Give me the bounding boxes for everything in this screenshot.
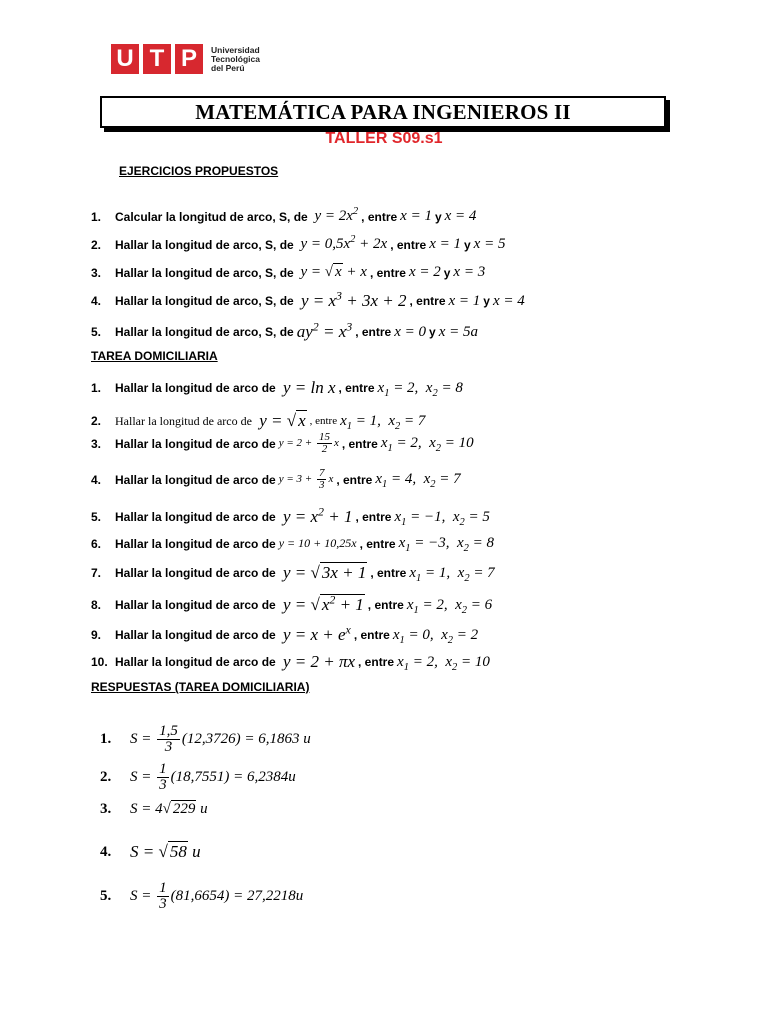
item-number: 4. xyxy=(100,843,112,860)
tarea-row-4 xyxy=(91,468,464,491)
respuesta-row-1 xyxy=(100,724,311,755)
range-values: $x_1 = -3$, $x_2 = 8$ xyxy=(398,535,495,554)
ejercicio-row-2 xyxy=(91,236,508,253)
tarea-row-10 xyxy=(91,652,493,672)
section-ejercicios-heading: EJERCICIOS PROPUESTOS xyxy=(119,164,279,178)
bound-a: x = 1 xyxy=(448,292,481,309)
tarea-row-5 xyxy=(91,504,493,528)
item-text-y: y xyxy=(434,209,442,224)
item-text-entre: , entre xyxy=(338,381,375,395)
item-number: 5. xyxy=(100,888,112,904)
respuesta-row-3 xyxy=(100,801,208,818)
item-text: Hallar la longitud de arco de xyxy=(115,536,276,551)
tarea-row-7 xyxy=(91,563,498,583)
logo-text xyxy=(211,46,260,73)
item-text: Hallar la longitud de arco de xyxy=(115,566,276,580)
bound-a: x = 2 xyxy=(408,264,441,280)
bound-b: x = 4 xyxy=(492,292,525,309)
bound-b: x = 5 xyxy=(473,236,506,252)
item-number: 2. xyxy=(91,237,102,252)
item-text: Hallar la longitud de arco de xyxy=(115,628,276,642)
logo-line-2: Tecnológica xyxy=(211,53,260,64)
logo-line-1: Universidad xyxy=(211,44,260,55)
function-formula: y = 2 + πx xyxy=(278,652,356,671)
item-text: Hallar la longitud de arco de xyxy=(115,598,276,612)
item-text-y: y xyxy=(429,325,436,339)
section-tarea-heading: TAREA DOMICILIARIA xyxy=(91,349,218,363)
bound-b: x = 4 xyxy=(444,208,477,224)
item-text: Hallar la longitud de arco, S, de xyxy=(115,294,294,308)
bound-a: x = 0 xyxy=(394,323,426,340)
item-text-entre: , entre xyxy=(370,566,407,580)
item-text: Hallar la longitud de arco, S, de xyxy=(115,265,294,280)
tarea-row-8 xyxy=(91,592,495,616)
function-formula: $ay^2 = x^3$ xyxy=(296,319,353,341)
bound-b: x = 3 xyxy=(453,264,486,280)
item-text: Hallar la longitud de arco, S, de xyxy=(115,237,294,252)
logo-letter-u: U xyxy=(111,44,139,74)
answer-formula: S = $\frac{1,5}{3}$ (12,3726) = 6,1863 u xyxy=(130,723,311,755)
item-number: 1. xyxy=(100,731,112,747)
answer-formula: S = 4√ 229 u xyxy=(130,801,208,817)
item-text: Calcular la longitud de arco, S, de xyxy=(115,209,308,224)
page-title: MATEMÁTICA PARA INGENIEROS II xyxy=(195,99,571,124)
ejercicio-row-1 xyxy=(91,208,479,225)
range-values: $x_1 = 1$, $x_2 = 7$ xyxy=(409,564,495,584)
function-formula: y = ln x xyxy=(278,378,336,397)
ejercicio-row-3 xyxy=(91,264,488,281)
function-formula: $y = 2x^2$ xyxy=(310,206,359,224)
item-text-entre: , entre xyxy=(361,209,398,224)
item-text-y: y xyxy=(463,237,471,252)
item-text-entre: , entre xyxy=(390,237,427,252)
item-text-entre: , entre xyxy=(355,510,392,524)
item-text-entre: , entre xyxy=(355,325,392,339)
tarea-row-6 xyxy=(91,535,497,552)
item-number: 8. xyxy=(91,598,102,612)
item-text: Hallar la longitud de arco de xyxy=(115,436,276,451)
item-number: 1. xyxy=(91,209,102,224)
item-number: 1. xyxy=(91,381,102,395)
item-number: 3. xyxy=(91,436,102,451)
utp-logo xyxy=(111,44,260,74)
range-values: $x_1 = 1$, $x_2 = 7$ xyxy=(340,412,426,432)
function-formula: y = 10 + 10,25x xyxy=(278,536,357,550)
function-formula: y = √ 3x + 1 xyxy=(278,563,367,582)
item-number: 4. xyxy=(91,472,102,487)
range-values: $x_1 = -1$, $x_2 = 5$ xyxy=(394,508,490,528)
item-text: Hallar la longitud de arco de xyxy=(115,510,276,524)
function-formula: y = √ x xyxy=(254,411,306,430)
title-box xyxy=(100,96,666,128)
item-text-entre: , entre xyxy=(309,415,338,427)
function-formula: y = 2 + $\frac{15}{2}$ x xyxy=(278,431,339,455)
answer-formula: S = $\frac{1}{3}$ (18,7551) = 6,2384u xyxy=(130,761,296,793)
respuesta-row-2 xyxy=(100,762,296,793)
item-number: 3. xyxy=(91,265,102,280)
range-values: $x_1 = 4$, $x_2 = 7$ xyxy=(375,471,461,490)
item-number: 5. xyxy=(91,510,102,524)
function-formula: $y = x + e^x$ xyxy=(278,622,351,644)
item-text-entre: , entre xyxy=(409,294,446,308)
ejercicio-row-5 xyxy=(91,319,481,342)
item-text: Hallar la longitud de arco de xyxy=(115,413,252,428)
function-formula: $y = 0,5x^2 + 2x$ xyxy=(296,234,388,252)
item-text: Hallar la longitud de arco de xyxy=(115,472,276,487)
item-text-entre: , entre xyxy=(358,655,395,669)
bound-a: x = 1 xyxy=(429,236,461,252)
item-text-y: y xyxy=(483,294,490,308)
item-number: 7. xyxy=(91,566,102,580)
item-number: 2. xyxy=(91,414,102,428)
tarea-row-9 xyxy=(91,622,481,646)
tarea-row-3 xyxy=(91,432,477,455)
item-number: 10. xyxy=(91,655,108,669)
function-formula: y = √ x + x xyxy=(296,264,367,280)
tarea-row-2 xyxy=(91,411,428,431)
item-number: 3. xyxy=(100,801,112,817)
respuesta-row-4 xyxy=(100,842,201,862)
item-number: 2. xyxy=(100,769,112,785)
logo-letter-t: T xyxy=(143,44,171,74)
logo-letter-p: P xyxy=(175,44,203,74)
item-text-y: y xyxy=(443,265,451,280)
ejercicio-row-4 xyxy=(91,288,528,311)
item-text: Hallar la longitud de arco de xyxy=(115,381,276,395)
item-number: 4. xyxy=(91,294,102,308)
function-formula: $y = x^3 + 3x + 2$ xyxy=(296,288,407,310)
tarea-row-1 xyxy=(91,378,466,398)
function-formula: $y = x^2 + 1$ xyxy=(278,504,353,526)
range-values: $x_1 = 2$, $x_2 = 10$ xyxy=(380,435,474,454)
answer-formula: S = $\frac{1}{3}$ (81,6654) = 27,2218u xyxy=(130,880,304,912)
item-text-entre: , entre xyxy=(336,472,373,487)
item-number: 5. xyxy=(91,325,102,339)
item-text-entre: , entre xyxy=(367,598,404,612)
respuesta-row-5 xyxy=(100,881,303,912)
page-subtitle: TALLER S09.s1 xyxy=(325,130,443,147)
range-values: $x_1 = 2$, $x_2 = 10$ xyxy=(397,653,490,673)
function-formula: y = √ $x^2 + 1$ xyxy=(278,592,364,614)
item-text-entre: , entre xyxy=(369,265,406,280)
item-text: Hallar la longitud de arco de xyxy=(115,655,276,669)
logo-line-3: del Perú xyxy=(211,62,245,73)
section-respuestas-heading: RESPUESTAS (TAREA DOMICILIARIA) xyxy=(91,680,310,694)
item-number: 9. xyxy=(91,628,102,642)
item-text: Hallar la longitud de arco, S, de xyxy=(115,325,294,339)
item-text-entre: , entre xyxy=(353,628,390,642)
bound-b: x = 5a xyxy=(438,323,478,340)
item-number: 6. xyxy=(91,536,102,551)
answer-formula: S = √ 58 u xyxy=(130,842,201,861)
item-text-entre: , entre xyxy=(359,536,396,551)
function-formula: y = 3 + $\frac{7}{3}$ x xyxy=(278,467,334,491)
range-values: $x_1 = 2$, $x_2 = 8$ xyxy=(377,379,463,399)
range-values: $x_1 = 2$, $x_2 = 6$ xyxy=(406,596,493,616)
range-values: $x_1 = 0$, $x_2 = 2$ xyxy=(392,626,479,646)
item-text-entre: , entre xyxy=(341,436,378,451)
bound-a: x = 1 xyxy=(400,208,432,224)
